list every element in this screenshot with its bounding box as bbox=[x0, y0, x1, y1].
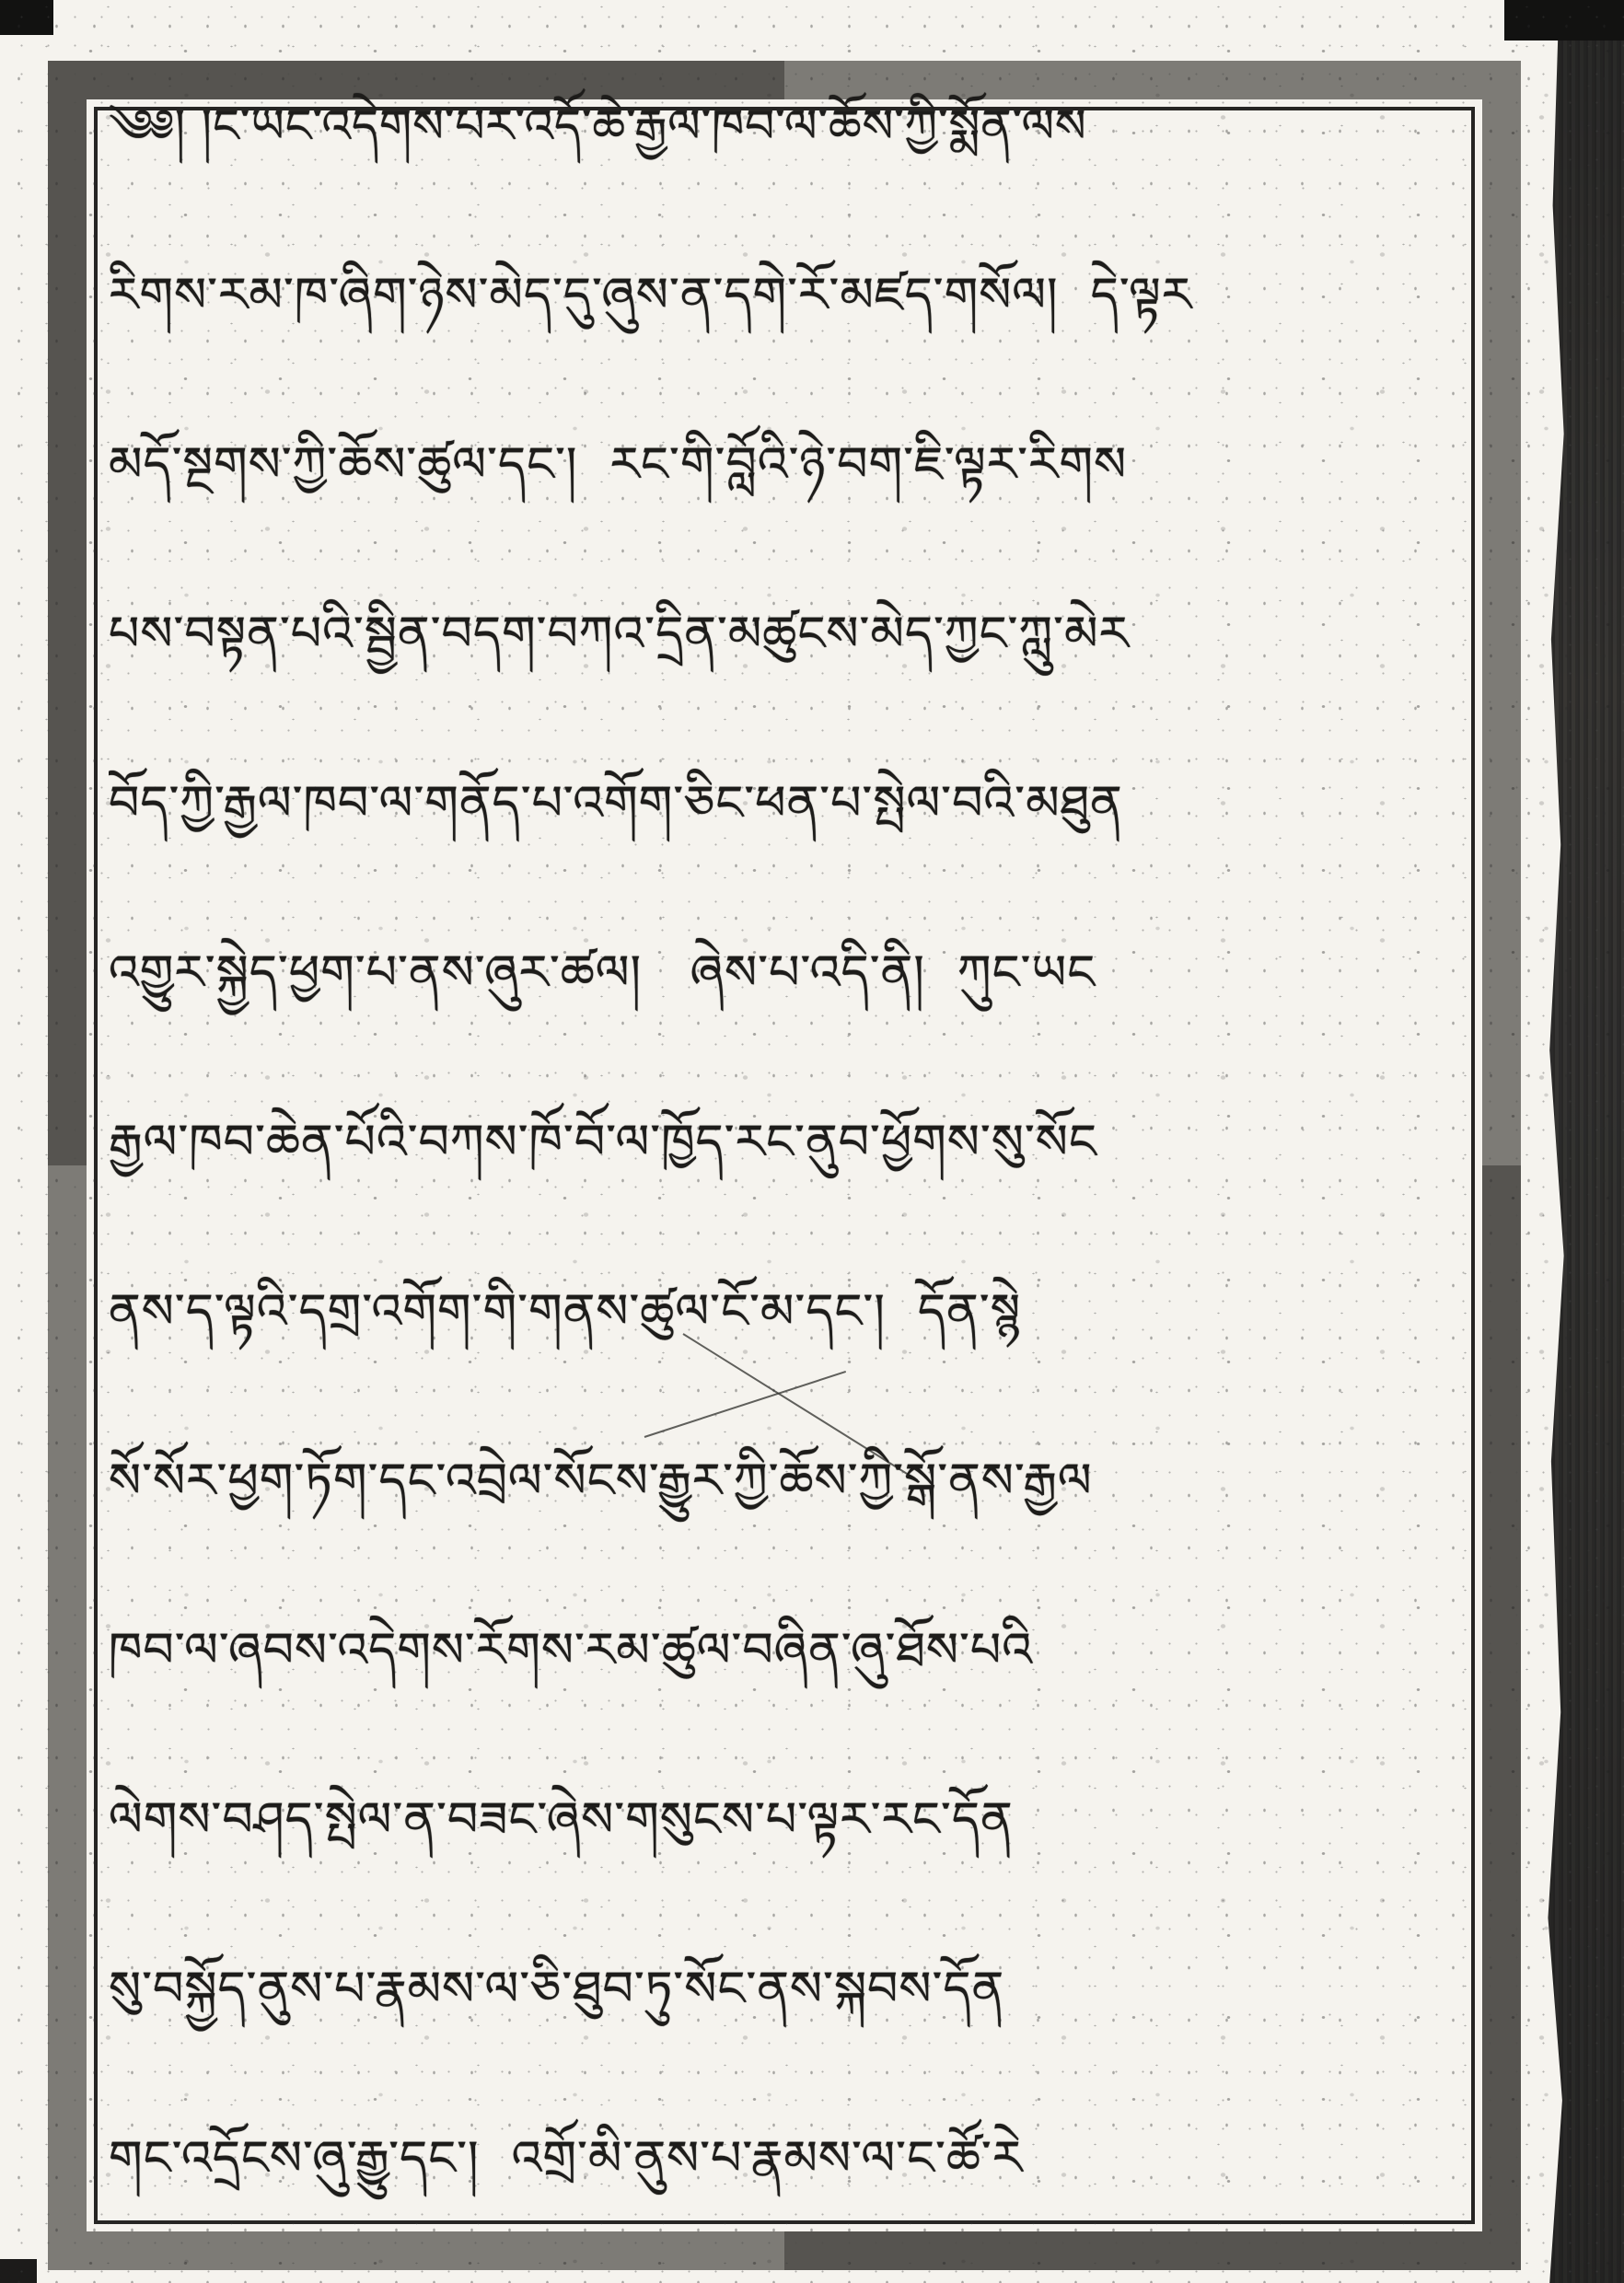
corner-smudge-top-left bbox=[0, 0, 53, 35]
text-line-13: གང་འདྲོངས་ཞུ་རྒྱུ་དང་། འགྲོ་མི་ནུས་པ་རྣམས་ལ་ང་ཚོ་རེ bbox=[109, 2131, 1024, 2186]
text-line-12: སུ་བསྐྱོད་ནུས་པ་རྣམས་ལ་ཅི་ཐུབ་ཏུ་སོང་ནས་སྐབས་དོན bbox=[109, 1962, 1005, 2017]
text-line-2: རིགས་རམ་ཁ་ཞིག་ཉེས་མེད་དུ་ཞུས་ན་དགེ་རོ་མཛད་གསོལ། དེ་ལྟར bbox=[109, 268, 1193, 323]
text-line-11: ལེགས་བཤད་སྤེལ་ན་བཟང་ཞེས་གསུངས་པ་ལྟར་རང་དོན bbox=[109, 1792, 1014, 1848]
text-line-4: པས་བསྟན་པའི་སྦྱིན་བདག་བཀའ་དྲིན་མཚུངས་མེད་ཀྱང་ཀླུ་མེར bbox=[109, 607, 1130, 662]
text-block bbox=[109, 55, 1486, 2257]
corner-smudge-bottom-left bbox=[0, 2259, 37, 2283]
text-line-5: བོད་ཀྱི་རྒྱལ་ཁབ་ལ་གནོད་པ་འགོག་ཅིང་ཕན་པ་སྤེལ་བའི་མཐུན bbox=[109, 776, 1123, 831]
text-line-10: ཁབ་ལ་ཞབས་འདེགས་རོགས་རམ་ཚུལ་བཞིན་ཞུ་ཐོས་པའི bbox=[109, 1623, 1033, 1678]
text-line-9: སོ་སོར་ཕྱག་ཏོག་དང་འབྲེལ་སོངས་རྒྱུར་ཀྱི་ཆོས་ཀྱི་སྒོ་ནས་རྒྱལ bbox=[109, 1454, 1093, 1509]
text-line-6: འགྱུར་སྐྱེད་ཕྱག་པ་ནས་ཞུར་ཚལ། ཞེས་པ་འདི་ནི། ཀུང་ཡང bbox=[109, 945, 1096, 1001]
text-line-3: མདོ་སྔགས་ཀྱི་ཆོས་ཚུལ་དང་། རང་གི་བློའི་ཉེ་བག་ཇི་ལྟར་རིགས bbox=[109, 437, 1128, 493]
text-line-8: ནས་ད་ལྟའི་དགྲ་འགོག་གི་གནས་ཚུལ་ངོ་མ་དང་། དོན་སྙེ bbox=[109, 1284, 1022, 1339]
corner-smudge-top-right bbox=[1504, 0, 1624, 41]
text-line-1: ༄༅། །ང་ཡང་འདེགས་པར་འདོ་ཆེ་རྒྱལ་ཁབ་ལ་ཆོས་ཀྱི་སྨོན་ལས bbox=[109, 99, 1087, 153]
scan-edge-right bbox=[1545, 0, 1624, 2283]
text-line-7: རྒྱལ་ཁབ་ཆེན་པོའི་བཀས་ཁོ་བོ་ལ་ཁྱོད་རང་ནུབ་ཕྱོགས་སུ་སོང bbox=[109, 1115, 1097, 1170]
